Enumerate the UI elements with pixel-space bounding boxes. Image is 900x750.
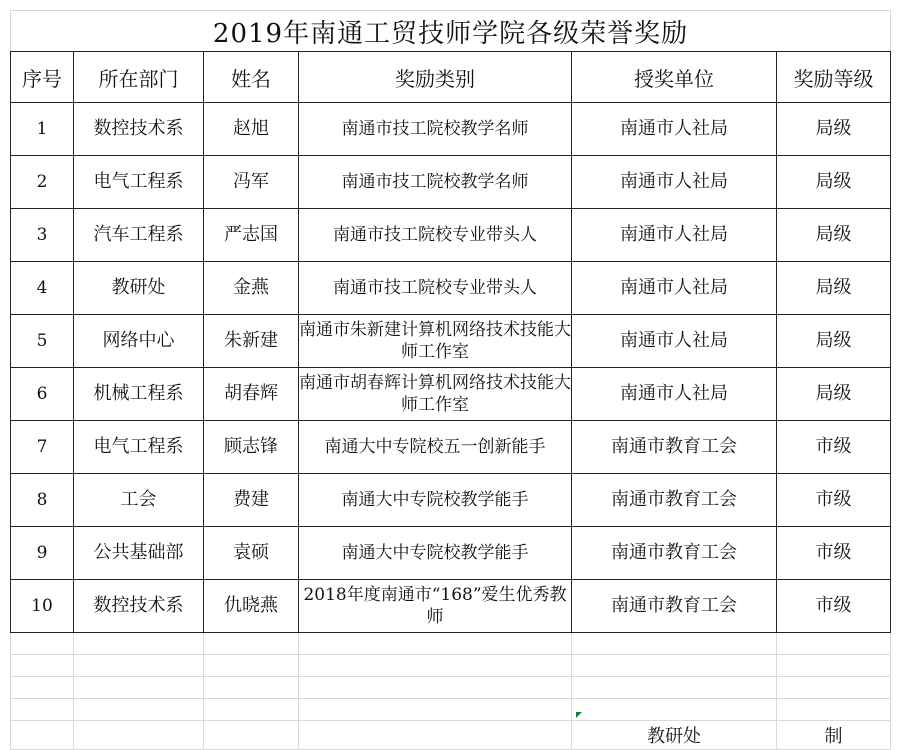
cell-issuer[interactable]: 南通市教育工会 — [572, 421, 777, 474]
footer-suffix[interactable]: 制 — [777, 721, 891, 750]
cell-name[interactable]: 冯军 — [204, 156, 299, 209]
cell-level[interactable]: 局级 — [777, 262, 891, 315]
cell-dept[interactable]: 工会 — [74, 474, 204, 527]
cell-name[interactable]: 袁硕 — [204, 527, 299, 580]
empty-cell[interactable] — [572, 655, 777, 677]
header-category[interactable]: 奖励类别 — [299, 52, 572, 103]
empty-cell[interactable] — [11, 677, 74, 699]
empty-cell[interactable] — [299, 655, 572, 677]
cell-comment-marker-icon — [576, 712, 582, 718]
footer-maker[interactable]: 教研处 — [572, 721, 777, 750]
cell-category[interactable]: 南通市技工院校教学名师 — [299, 156, 572, 209]
empty-cell[interactable] — [572, 699, 777, 721]
header-name[interactable]: 姓名 — [204, 52, 299, 103]
cell-level[interactable]: 市级 — [777, 421, 891, 474]
cell-category[interactable]: 南通市技工院校专业带头人 — [299, 209, 572, 262]
signature-row — [11, 721, 891, 750]
cell-seq[interactable]: 7 — [11, 421, 74, 474]
empty-cell[interactable] — [11, 721, 74, 750]
empty-cell[interactable] — [572, 633, 777, 655]
empty-cell[interactable] — [11, 633, 74, 655]
cell-issuer[interactable]: 南通市人社局 — [572, 103, 777, 156]
empty-cell[interactable] — [777, 677, 891, 699]
table-row — [11, 156, 891, 209]
cell-dept[interactable]: 电气工程系 — [74, 156, 204, 209]
cell-issuer[interactable]: 南通市人社局 — [572, 156, 777, 209]
cell-category[interactable]: 南通市技工院校教学名师 — [299, 103, 572, 156]
cell-issuer[interactable]: 南通市人社局 — [572, 262, 777, 315]
header-level[interactable]: 奖励等级 — [777, 52, 891, 103]
cell-seq[interactable]: 6 — [11, 368, 74, 421]
cell-seq[interactable]: 1 — [11, 103, 74, 156]
empty-cell[interactable] — [777, 633, 891, 655]
empty-cell[interactable] — [11, 699, 74, 721]
header-row — [11, 52, 891, 103]
table-row — [11, 580, 891, 633]
cell-level[interactable]: 局级 — [777, 156, 891, 209]
cell-seq[interactable]: 9 — [11, 527, 74, 580]
cell-dept[interactable]: 公共基础部 — [74, 527, 204, 580]
cell-issuer[interactable]: 南通市教育工会 — [572, 474, 777, 527]
empty-cell[interactable] — [777, 699, 891, 721]
cell-category[interactable]: 南通市技工院校专业带头人 — [299, 262, 572, 315]
empty-cell[interactable] — [74, 655, 204, 677]
cell-dept[interactable]: 数控技术系 — [74, 103, 204, 156]
empty-cell[interactable] — [299, 721, 572, 750]
empty-cell[interactable] — [11, 655, 74, 677]
cell-category[interactable]: 南通市胡春辉计算机网络技术技能大师工作室 — [299, 368, 572, 421]
empty-cell[interactable] — [74, 721, 204, 750]
empty-cell[interactable] — [204, 655, 299, 677]
empty-cell[interactable] — [74, 699, 204, 721]
empty-cell[interactable] — [74, 633, 204, 655]
cell-seq[interactable]: 4 — [11, 262, 74, 315]
empty-row — [11, 677, 891, 699]
table-title[interactable]: 2019年南通工贸技师学院各级荣誉奖励 — [11, 11, 891, 52]
header-issuer[interactable]: 授奖单位 — [572, 52, 777, 103]
empty-cell[interactable] — [204, 677, 299, 699]
empty-cell[interactable] — [74, 677, 204, 699]
empty-cell[interactable] — [299, 699, 572, 721]
cell-issuer[interactable]: 南通市人社局 — [572, 368, 777, 421]
cell-level[interactable]: 局级 — [777, 315, 891, 368]
cell-name[interactable]: 朱新建 — [204, 315, 299, 368]
cell-name[interactable]: 仇晓燕 — [204, 580, 299, 633]
table-row — [11, 474, 891, 527]
cell-level[interactable]: 局级 — [777, 368, 891, 421]
table-row — [11, 209, 891, 262]
cell-level[interactable]: 市级 — [777, 527, 891, 580]
empty-cell[interactable] — [204, 699, 299, 721]
cell-issuer[interactable]: 南通市人社局 — [572, 315, 777, 368]
table-row — [11, 103, 891, 156]
cell-seq[interactable]: 5 — [11, 315, 74, 368]
cell-dept[interactable]: 机械工程系 — [74, 368, 204, 421]
empty-cell[interactable] — [777, 655, 891, 677]
cell-dept[interactable]: 电气工程系 — [74, 421, 204, 474]
table-row — [11, 262, 891, 315]
cell-category[interactable]: 南通大中专院校教学能手 — [299, 474, 572, 527]
empty-cell[interactable] — [204, 633, 299, 655]
cell-name[interactable]: 胡春辉 — [204, 368, 299, 421]
cell-seq[interactable]: 2 — [11, 156, 74, 209]
cell-issuer[interactable]: 南通市教育工会 — [572, 580, 777, 633]
cell-seq[interactable]: 8 — [11, 474, 74, 527]
cell-name[interactable]: 费建 — [204, 474, 299, 527]
empty-row — [11, 699, 891, 721]
title-row — [11, 11, 891, 52]
cell-level[interactable]: 市级 — [777, 580, 891, 633]
cell-category[interactable]: 南通大中专院校教学能手 — [299, 527, 572, 580]
cell-dept[interactable]: 教研处 — [74, 262, 204, 315]
cell-level[interactable]: 局级 — [777, 209, 891, 262]
table-row — [11, 315, 891, 368]
cell-category[interactable]: 南通大中专院校五一创新能手 — [299, 421, 572, 474]
empty-row — [11, 633, 891, 655]
table-row — [11, 421, 891, 474]
cell-issuer[interactable]: 南通市人社局 — [572, 209, 777, 262]
cell-seq[interactable]: 10 — [11, 580, 74, 633]
honors-table — [10, 10, 891, 750]
empty-cell[interactable] — [299, 633, 572, 655]
cell-dept[interactable]: 网络中心 — [74, 315, 204, 368]
empty-cell[interactable] — [299, 677, 572, 699]
table-row — [11, 527, 891, 580]
cell-dept[interactable]: 数控技术系 — [74, 580, 204, 633]
cell-issuer[interactable]: 南通市教育工会 — [572, 527, 777, 580]
empty-cell[interactable] — [572, 677, 777, 699]
cell-name[interactable]: 严志国 — [204, 209, 299, 262]
cell-category[interactable]: 南通市朱新建计算机网络技术技能大师工作室 — [299, 315, 572, 368]
cell-category[interactable]: 2018年度南通市“168”爱生优秀教师 — [299, 580, 572, 633]
cell-level[interactable]: 局级 — [777, 103, 891, 156]
header-seq[interactable]: 序号 — [11, 52, 74, 103]
empty-row — [11, 655, 891, 677]
cell-seq[interactable]: 3 — [11, 209, 74, 262]
cell-name[interactable]: 金燕 — [204, 262, 299, 315]
cell-level[interactable]: 市级 — [777, 474, 891, 527]
empty-cell[interactable] — [204, 721, 299, 750]
cell-dept[interactable]: 汽车工程系 — [74, 209, 204, 262]
cell-name[interactable]: 赵旭 — [204, 103, 299, 156]
header-dept[interactable]: 所在部门 — [74, 52, 204, 103]
cell-name[interactable]: 顾志锋 — [204, 421, 299, 474]
table-row — [11, 368, 891, 421]
